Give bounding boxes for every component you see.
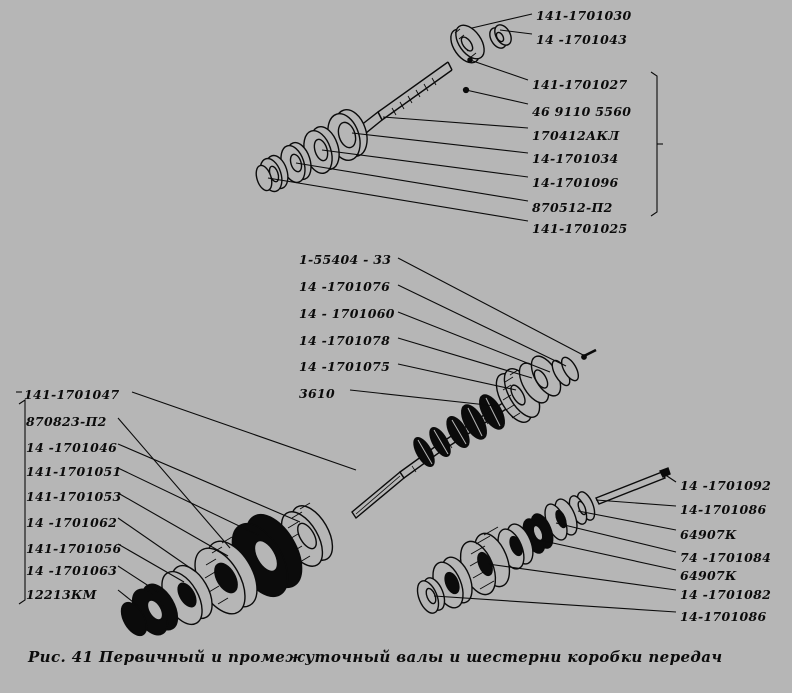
label-1-55404-33: 1-55404 - 33 — [299, 252, 392, 267]
label-12213km: 12213КМ — [26, 587, 97, 602]
figure-caption: Рис. 41 Первичный и промежуточный валы и шестерни коробки передач — [28, 648, 723, 666]
label-14-1701092: 14 -1701092 — [680, 478, 772, 493]
reverse-idler-assembly — [413, 468, 670, 616]
label-870512-p2: 870512-П2 — [532, 200, 613, 215]
label-14-1701082: 14 -1701082 — [680, 587, 772, 602]
label-14-1701075: 14 -1701075 — [299, 359, 391, 374]
label-14-1701043: 14 -1701043 — [536, 32, 628, 47]
label-141-1701030: 141-1701030 — [536, 8, 632, 23]
label-141-1701027: 141-1701027 — [532, 77, 628, 92]
label-14-1701046: 14 -1701046 — [26, 440, 118, 455]
label-141-1701051: 141-1701051 — [26, 464, 122, 479]
label-170412akl: 170412АКЛ — [532, 128, 620, 143]
label-14-1701062: 14 -1701062 — [26, 515, 118, 530]
label-141-1701025: 141-1701025 — [532, 221, 628, 236]
label-74-1701084: 74 -1701084 — [680, 550, 772, 565]
label-141-1701053: 141-1701053 — [26, 489, 122, 504]
countershaft-assembly — [116, 350, 596, 641]
label-14-1701086-lower: 14-1701086 — [680, 609, 767, 624]
label-64907k-lower: 64907К — [680, 568, 737, 583]
label-14-1701086-upper: 14-1701086 — [680, 502, 767, 517]
label-141-1701047: 141-1701047 — [24, 387, 120, 402]
label-64907k-upper: 64907К — [680, 527, 737, 542]
label-14-1701096: 14-1701096 — [532, 175, 619, 190]
input-shaft-assembly — [253, 20, 514, 194]
label-14-1701076: 14 -1701076 — [299, 279, 391, 294]
label-3610: 3610 — [299, 386, 335, 401]
label-46-9110-5560: 46 9110 5560 — [532, 104, 632, 119]
label-870823-p2: 870823-П2 — [26, 414, 107, 429]
label-14-1701078: 14 -1701078 — [299, 333, 391, 348]
label-14-1701060: 14 - 1701060 — [299, 306, 395, 321]
label-14-1701034: 14-1701034 — [532, 151, 619, 166]
label-141-1701056: 141-1701056 — [26, 541, 122, 556]
label-14-1701063: 14 -1701063 — [26, 563, 118, 578]
